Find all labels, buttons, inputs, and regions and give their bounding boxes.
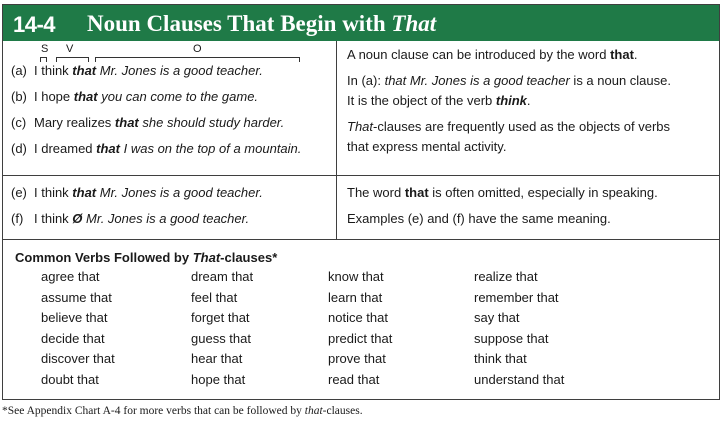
section-divider bbox=[3, 175, 719, 176]
verbs-column bbox=[474, 269, 564, 393]
example-d: (d) I dreamed that I was on the top of a mountain. bbox=[11, 141, 302, 156]
explanation-line: Examples (e) and (f) have the same meaning. bbox=[347, 211, 611, 226]
explanation-line: In (a): that Mr. Jones is a good teacher is a noun clause. bbox=[347, 73, 671, 88]
verb-item: know that bbox=[328, 269, 384, 284]
verb-item: suppose that bbox=[474, 330, 549, 346]
footnote: *See Appendix Chart A-4 for more verbs that can be followed by that-clauses. bbox=[2, 405, 363, 417]
verbs-column bbox=[41, 269, 115, 393]
subject-bracket bbox=[40, 57, 47, 62]
explanation-line: A noun clause can be introduced by the word that. bbox=[347, 47, 638, 62]
explanation-line: That-clauses are frequently used as the objects of verbs bbox=[347, 119, 671, 134]
chart-title: Noun Clauses That Begin with That bbox=[87, 11, 437, 36]
verb-item: hear that bbox=[191, 351, 243, 367]
verb-bracket bbox=[56, 57, 89, 62]
verb-item: doubt that bbox=[41, 371, 99, 387]
verb-item: say that bbox=[474, 310, 520, 326]
section-divider bbox=[3, 239, 719, 240]
subject-marker: S bbox=[41, 43, 49, 55]
grammar-chart bbox=[2, 4, 720, 400]
verb-item: feel that bbox=[191, 289, 238, 305]
chart-number: 14-4 bbox=[13, 12, 56, 37]
verb-item: forget that bbox=[191, 310, 250, 326]
object-marker: O bbox=[193, 43, 202, 55]
explanation-line: that express mental activity. bbox=[347, 139, 507, 154]
example-f: (f) I think Ø Mr. Jones is a good teacher. bbox=[11, 211, 250, 226]
verb-item: read that bbox=[328, 371, 380, 387]
verb-item: prove that bbox=[328, 351, 386, 367]
verb-item: decide that bbox=[41, 330, 105, 346]
explanation-line: It is the object of the verb think. bbox=[347, 93, 531, 108]
verb-item: believe that bbox=[41, 310, 108, 326]
verb-item: understand that bbox=[474, 371, 565, 387]
verb-item: guess that bbox=[191, 330, 251, 346]
chart-header bbox=[3, 5, 719, 41]
column-divider bbox=[336, 41, 337, 239]
verbs-column bbox=[328, 269, 392, 393]
verb-item: think that bbox=[474, 351, 527, 367]
verb-item: dream that bbox=[191, 269, 254, 284]
verb-item: predict that bbox=[328, 330, 393, 346]
verb-item: discover that bbox=[41, 351, 115, 367]
explanation-line: The word that is often omitted, especially in speaking. bbox=[347, 185, 658, 200]
verb-item: learn that bbox=[328, 289, 383, 305]
example-c: (c) Mary realizes that she should study harder. bbox=[11, 115, 285, 130]
verb-item: notice that bbox=[328, 310, 388, 326]
example-b: (b) I hope that you can come to the game. bbox=[11, 89, 259, 104]
verbs-column bbox=[191, 269, 253, 393]
example-a: (a) I think that Mr. Jones is a good teacher. bbox=[11, 63, 263, 78]
example-e: (e) I think that Mr. Jones is a good teacher. bbox=[11, 185, 263, 200]
verbs-list-title: Common Verbs Followed by That-clauses* bbox=[15, 250, 278, 265]
verb-item: agree that bbox=[41, 269, 100, 284]
object-bracket bbox=[95, 57, 300, 62]
verb-item: hope that bbox=[191, 371, 246, 387]
verb-item: assume that bbox=[41, 289, 112, 305]
verb-marker: V bbox=[66, 43, 74, 55]
verb-item: realize that bbox=[474, 269, 538, 284]
verb-item: remember that bbox=[474, 289, 559, 305]
